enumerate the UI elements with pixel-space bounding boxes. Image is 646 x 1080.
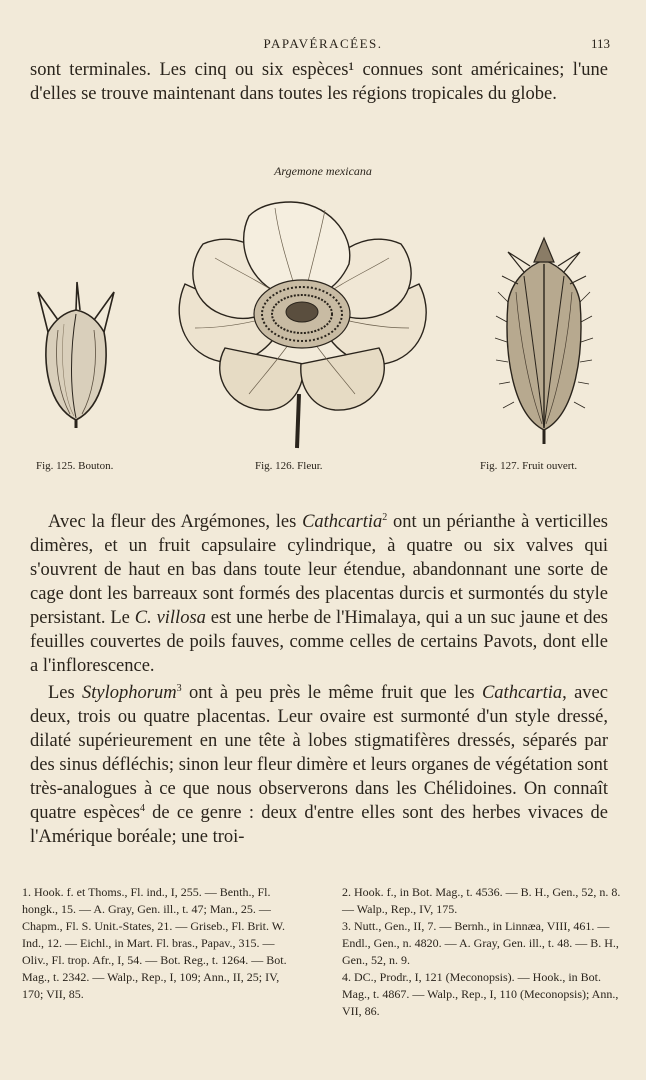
figure-caption-127: Fig. 127. Fruit ouvert.	[480, 460, 578, 472]
running-title: PAPAVÉRACÉES.	[263, 36, 383, 51]
text-run: Avec la fleur des Argémones, les	[48, 512, 303, 532]
flower-illustration	[165, 198, 440, 450]
figure-caption-126: Fig. 126. Fleur.	[255, 460, 323, 472]
body-paragraph-stylophorum	[30, 681, 608, 849]
footnotes-column-right	[342, 884, 622, 1020]
page-number: 113	[590, 36, 610, 51]
genus-name: Cathcartia	[302, 512, 383, 532]
footnote-1: 1. Hook. f. et Thoms., Fl. ind., I, 255. — Benth., Fl. hongk., 15. — A. Gray, Gen. ill., t. 47; Man., 25. — Chapm., Fl. S. Unit.-States, 21. — Griseb., Fl. Brit. W. Ind., 12. — Eichl., in Mart. Fl. bras., Papav., 315. — Oliv., Fl. trop. Afr., I, 54. — Bot. Reg., t. 1264. — Bot. Mag., t. 2342. — Walp., Rep., I, 109; Ann., II, 25; IV, 170; VII, 85.	[22, 885, 287, 1001]
text-run: de ce genre : deux d'entre elles sont des herbes vivaces de l'Amérique boréale; une troi-	[30, 803, 608, 847]
text-run: ont un périanthe à verticilles dimères, et un fruit capsulaire cylindrique, à quatre ou six valves qui s'ouvrent de haut en bas dans toute leur étendue, abandonnant une sorte de cage dont les barreaux sont formés des placentas durcis et surmontés du style persistant. Le	[30, 512, 608, 628]
text-run: , avec deux, trois ou quatre placentas. Leur ovaire est surmonté d'un style dressé, dilaté supérieurement en une tête à lobes stigmatifères dressés, séparés par des sinus défléchis; sinon leur fleur dimère et leurs organes de végétation sont très-analogues à ce que nous observerons dans les Chélidoines. On connaît quatre espèces	[30, 683, 608, 823]
footnote-3: 3. Nutt., Gen., II, 7. — Bernh., in Linnæa, VIII, 461. — Endl., Gen., n. 4820. — A. Gray, Gen. ill., t. 48. — B. H., Gen., 52, n. 9.	[342, 919, 619, 967]
genus-name: Cathcartia	[481, 683, 563, 703]
figure-caption-125: Fig. 125. Bouton.	[36, 460, 114, 472]
open-fruit-illustration	[494, 232, 594, 446]
footnote-ref: 4	[139, 802, 145, 814]
footnotes	[22, 884, 622, 1020]
footnote-ref: 2	[382, 511, 388, 523]
genus-name: Stylophorum	[82, 683, 177, 703]
footnotes-column-left	[22, 884, 302, 1020]
bud-illustration	[34, 280, 118, 438]
body-paragraph-continued: sont terminales. Les cinq ou six espèces¹ connues sont américaines; l'une d'elles se trouve maintenant dans toutes les régions tropicales du globe.	[30, 60, 608, 104]
species-name: C. villosa	[134, 608, 206, 628]
footnote-4: 4. DC., Prodr., I, 121 (Meconopsis). — Hook., in Bot. Mag., t. 4867. — Walp., Rep., I, 110 (Meconopsis); Ann., VII, 86.	[342, 970, 619, 1018]
footnote-2: 2. Hook. f., in Bot. Mag., t. 4536. — B. H., Gen., 52, n. 8. — Walp., Rep., IV, 175.	[342, 885, 621, 916]
text-run: Les	[48, 683, 83, 703]
figure-title: Argemone mexicana	[274, 164, 372, 178]
footnote-ref: 3	[176, 682, 182, 694]
text-run: ont à peu près le même fruit que les	[181, 683, 482, 703]
text-run: est une herbe de l'Himalaya, qui a un suc jaune et des feuilles couvertes de poils fauves, comme celles de certains Pavots, dont elle a l'inflorescence.	[30, 608, 609, 676]
body-paragraph-cathcartia	[30, 510, 608, 678]
